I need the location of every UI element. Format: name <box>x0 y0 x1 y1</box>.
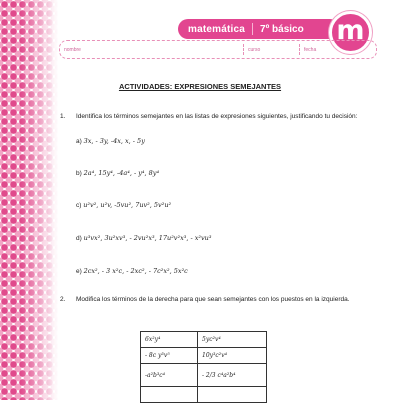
table-cell-left: 6x²y⁴ <box>141 332 198 348</box>
terms-table <box>140 331 267 403</box>
item-expression: 3x, - 3y, -4x, x, - 5y <box>83 137 145 145</box>
exercise-item-b <box>76 169 159 177</box>
subject-label: matemática <box>188 23 246 35</box>
table-row <box>141 387 267 403</box>
table-cell-left <box>141 387 198 403</box>
page-title: ACTIVIDADES: EXPRESIONES SEMEJANTES <box>118 82 282 91</box>
table-row <box>141 332 267 348</box>
table-cell-right <box>198 387 267 403</box>
question-number: 2. <box>60 296 66 303</box>
date-field-label: fecha <box>304 47 317 53</box>
item-label: a) <box>76 138 82 145</box>
exercise-item-e <box>76 267 188 275</box>
item-label: c) <box>76 202 82 209</box>
table-row <box>141 364 267 387</box>
exercise-item-a <box>76 137 145 145</box>
table-cell-right: 10y³c²v⁴ <box>198 348 267 364</box>
decorative-dot-strip <box>0 0 58 400</box>
table-cell-left: -a²b³c⁴ <box>141 364 198 387</box>
m-logo-icon: m <box>329 11 372 54</box>
course-field-label: curso <box>248 47 261 53</box>
item-label: b) <box>76 170 82 177</box>
table-cell-left: - 8c y³v⁵ <box>141 348 198 364</box>
question-2-text: Modifica los términos de la derecha para que sean semejantes con los puestos en la izquierda. <box>76 296 350 303</box>
table-cell-right: 5yc²v⁴ <box>198 332 267 348</box>
banner-divider <box>252 23 253 35</box>
exercise-item-d <box>76 234 211 242</box>
subject-banner <box>178 19 340 39</box>
question-number: 1. <box>60 113 66 120</box>
table-cell-right: - 2/3 c⁴a²b⁴ <box>198 364 267 387</box>
grade-label: 7º básico <box>260 23 304 35</box>
item-expression: 2a⁴, 15y⁴, -4a⁴, - y⁴, 8y⁴ <box>83 169 160 177</box>
name-field-label: nombre <box>64 47 81 53</box>
exercise-item-c <box>76 201 171 209</box>
item-label: d) <box>76 235 82 242</box>
item-expression: 2cx², - 3 x²c, - 2xc², - 7c²x², 5x²c <box>83 267 188 275</box>
student-info-box <box>59 40 377 59</box>
info-divider <box>243 44 244 55</box>
question-1-text: Identifica los términos semejantes en las listas de expresiones siguientes, justificando tu decisión: <box>76 113 358 120</box>
item-expression: u³vx², 3u²xv³, - 2vu²x³, 17u²v²x³, - x²vu³ <box>83 234 212 242</box>
item-expression: u²v², u²v, -5vu², 7uv², 5v²u² <box>83 201 172 209</box>
info-divider <box>299 44 300 55</box>
table-row <box>141 348 267 364</box>
item-label: e) <box>76 268 82 275</box>
